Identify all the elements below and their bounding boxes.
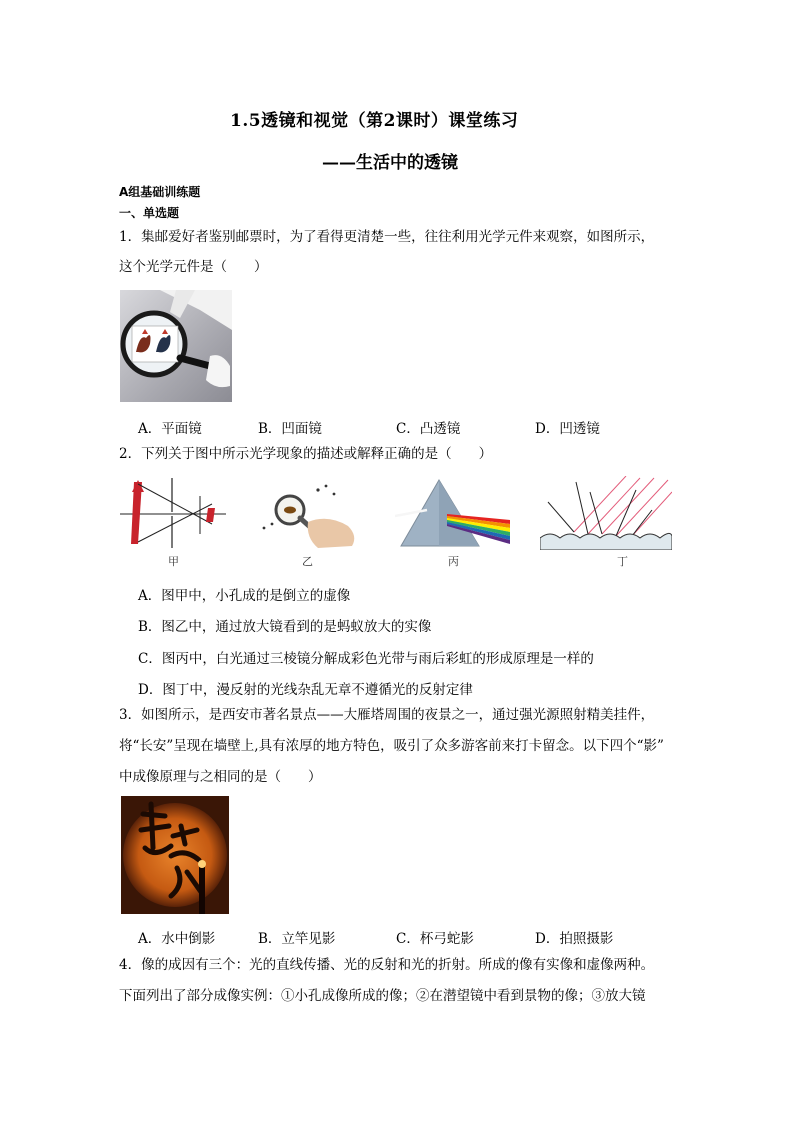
q1-text-line1: 1．集邮爱好者鉴别邮票时，为了看得更清楚一些，往往利用光学元件来观察，如图所示， bbox=[119, 229, 655, 245]
q3-option-c[interactable]: C．杯弓蛇影 bbox=[396, 931, 474, 947]
q2-figure-ding bbox=[540, 476, 672, 550]
q2-caption-yi: 乙 bbox=[302, 555, 313, 568]
q2-figure-jia bbox=[120, 478, 226, 548]
q1-option-c[interactable]: C．凸透镜 bbox=[396, 421, 461, 437]
document-title: 1.5透镜和视觉（第2课时）课堂练习 bbox=[230, 111, 519, 131]
q1-option-d[interactable]: D．凹透镜 bbox=[535, 421, 600, 437]
q2-option-d[interactable]: D．图丁中，漫反射的光线杂乱无章不遵循光的反射定律 bbox=[138, 682, 473, 698]
q1-option-b[interactable]: B．凹面镜 bbox=[258, 421, 322, 437]
q3-option-d[interactable]: D．拍照摄影 bbox=[535, 931, 614, 947]
group-heading: A组基础训练题 bbox=[119, 185, 201, 199]
q1-text-line2: 这个光学元件是（ ） bbox=[119, 259, 268, 275]
q3-option-b[interactable]: B．立竿见影 bbox=[258, 931, 336, 947]
q4-text-line1: 4．像的成因有三个：光的直线传播、光的反射和光的折射。所成的像有实像和虚像两种。 bbox=[119, 957, 655, 973]
q3-text-line2: 将“长安”呈现在墙壁上,具有浓厚的地方特色，吸引了众多游客前来打卡留念。以下四个“影” bbox=[119, 738, 664, 754]
q2-figure-yi bbox=[248, 478, 358, 548]
q2-option-c[interactable]: C．图丙中，白光通过三棱镜分解成彩色光带与雨后彩虹的形成原理是一样的 bbox=[138, 651, 594, 667]
q4-text-line2: 下面列出了部分成像实例：①小孔成像所成的像；②在潜望镜中看到景物的像；③放大镜 bbox=[119, 988, 646, 1004]
q2-figure-bing bbox=[395, 478, 510, 548]
q3-shadow-projection-image bbox=[121, 796, 229, 914]
document-subtitle: ——生活中的透镜 bbox=[322, 153, 458, 173]
section-heading: 一、单选题 bbox=[119, 206, 180, 220]
q2-option-b[interactable]: B．图乙中，通过放大镜看到的是蚂蚁放大的实像 bbox=[138, 619, 432, 635]
q2-text-line1: 2．下列关于图中所示光学现象的描述或解释正确的是（ ） bbox=[119, 446, 493, 462]
q1-stamp-magnifier-image bbox=[120, 290, 232, 402]
q3-text-line3: 中成像原理与之相同的是（ ） bbox=[119, 769, 322, 785]
q2-caption-bing: 丙 bbox=[448, 555, 459, 568]
q1-option-a[interactable]: A．平面镜 bbox=[138, 421, 202, 437]
q3-option-a[interactable]: A．水中倒影 bbox=[138, 931, 216, 947]
q3-text-line1: 3．如图所示，是西安市著名景点——大雁塔周围的夜景之一，通过强光源照射精美挂件， bbox=[119, 707, 655, 723]
q2-option-a[interactable]: A．图甲中，小孔成的是倒立的虚像 bbox=[138, 588, 351, 604]
q2-caption-jia: 甲 bbox=[168, 555, 179, 568]
q2-caption-ding: 丁 bbox=[617, 555, 628, 568]
